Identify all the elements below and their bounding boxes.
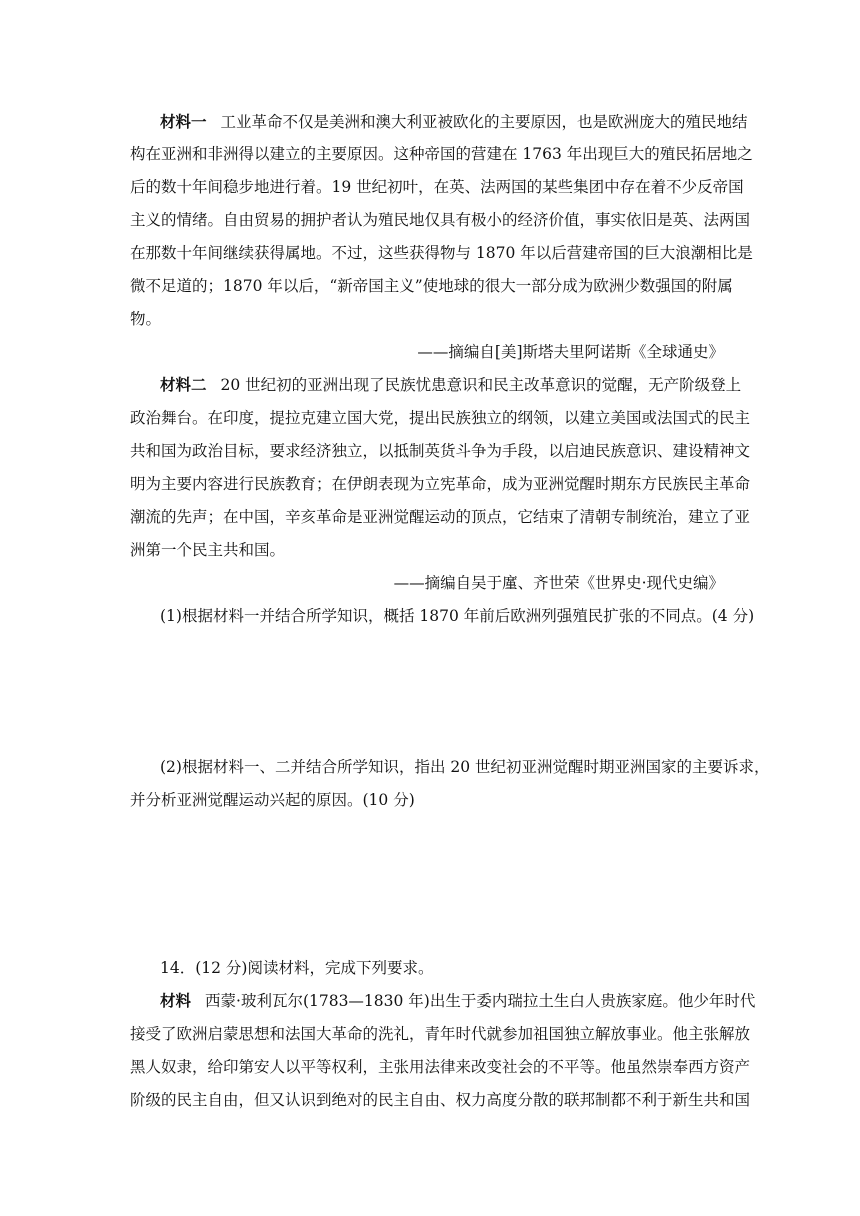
material1-line-5: 在那数十年间继续获得属地。不过，这些获得物与 1870 年以后营建帝国的巨大浪潮相比是 [130,244,753,262]
question-1: (1)根据材料一并结合所学知识，概括 1870 年前后欧洲列强殖民扩张的不同点。(4 分) [160,607,755,625]
material1-line-7: 物。 [130,310,162,328]
question-2-line-2: 并分析亚洲觉醒运动兴起的原因。(10 分) [130,791,415,809]
question-14-line-2: 接受了欧洲启蒙思想和法国大革命的洗礼，青年时代就参加祖国独立解放事业。他主张解放 [130,1025,751,1043]
question-14-heading: 14．(12 分)阅读材料，完成下列要求。 [160,959,434,977]
material2-line-4: 明为主要内容进行民族教育；在伊朗表现为立宪革命，成为亚洲觉醒时期东方民族民主革命 [130,475,751,493]
material1-label: 材料一 [160,112,207,131]
material2-line-5: 潮流的先声；在中国，辛亥革命是亚洲觉醒运动的顶点，它结束了清朝专制统治，建立了亚 [130,508,751,526]
question-14-label: 材料 [160,991,192,1010]
material1-line-3: 后的数十年间稳步地进行着。19 世纪初叶，在英、法两国的某些集团中存在着不少反帝国 [130,178,744,196]
material2-source: ——摘编自吴于廑、齐世荣《世界史·现代史编》 [393,574,724,592]
material1-source: ——摘编自[美]斯塔夫里阿诺斯《全球通史》 [417,343,724,361]
material2-label: 材料二 [160,375,207,394]
question-2-line-1: (2)根据材料一、二并结合所学知识，指出 20 世纪初亚洲觉醒时期亚洲国家的主要诉求， [160,758,770,776]
question-14-line-3: 黑人奴隶，给印第安人以平等权利，主张用法律来改变社会的不平等。他虽然崇奉西方资产 [130,1058,751,1076]
material2-line-2: 政治舞台。在印度，提拉克建立国大党，提出民族独立的纲领，以建立美国或法国式的民主 [130,409,751,427]
material2-line-6: 洲第一个民主共和国。 [130,541,286,559]
question-14-line-1: 材料 西蒙·玻利瓦尔(1783—1830 年)出生于委内瑞拉土生白人贵族家庭。他少年时代 [160,991,756,1010]
material2-line-1: 材料二 20 世纪初的亚洲出现了民族忧患意识和民主改革意识的觉醒，无产阶级登上 [160,375,742,394]
material1-line-2: 构在亚洲和非洲得以建立的主要原因。这种帝国的营建在 1763 年出现巨大的殖民拓居地之 [130,145,753,163]
material2-line-3: 共和国为政治目标，要求经济独立，以抵制英货斗争为手段，以启迪民族意识、建设精神文 [130,442,751,460]
question-14-line-4: 阶级的民主自由，但又认识到绝对的民主自由、权力高度分散的联邦制都不利于新生共和国 [130,1091,751,1109]
material1-line-4: 主义的情绪。自由贸易的拥护者认为殖民地仅具有极小的经济价值，事实依旧是英、法两国 [130,211,751,229]
material1-line-1: 材料一 工业革命不仅是美洲和澳大利亚被欧化的主要原因，也是欧洲庞大的殖民地结 [160,112,748,131]
material1-line-6: 微不足道的；1870 年以后，“新帝国主义”使地球的很大一部分成为欧洲少数强国的附属 [130,277,733,295]
